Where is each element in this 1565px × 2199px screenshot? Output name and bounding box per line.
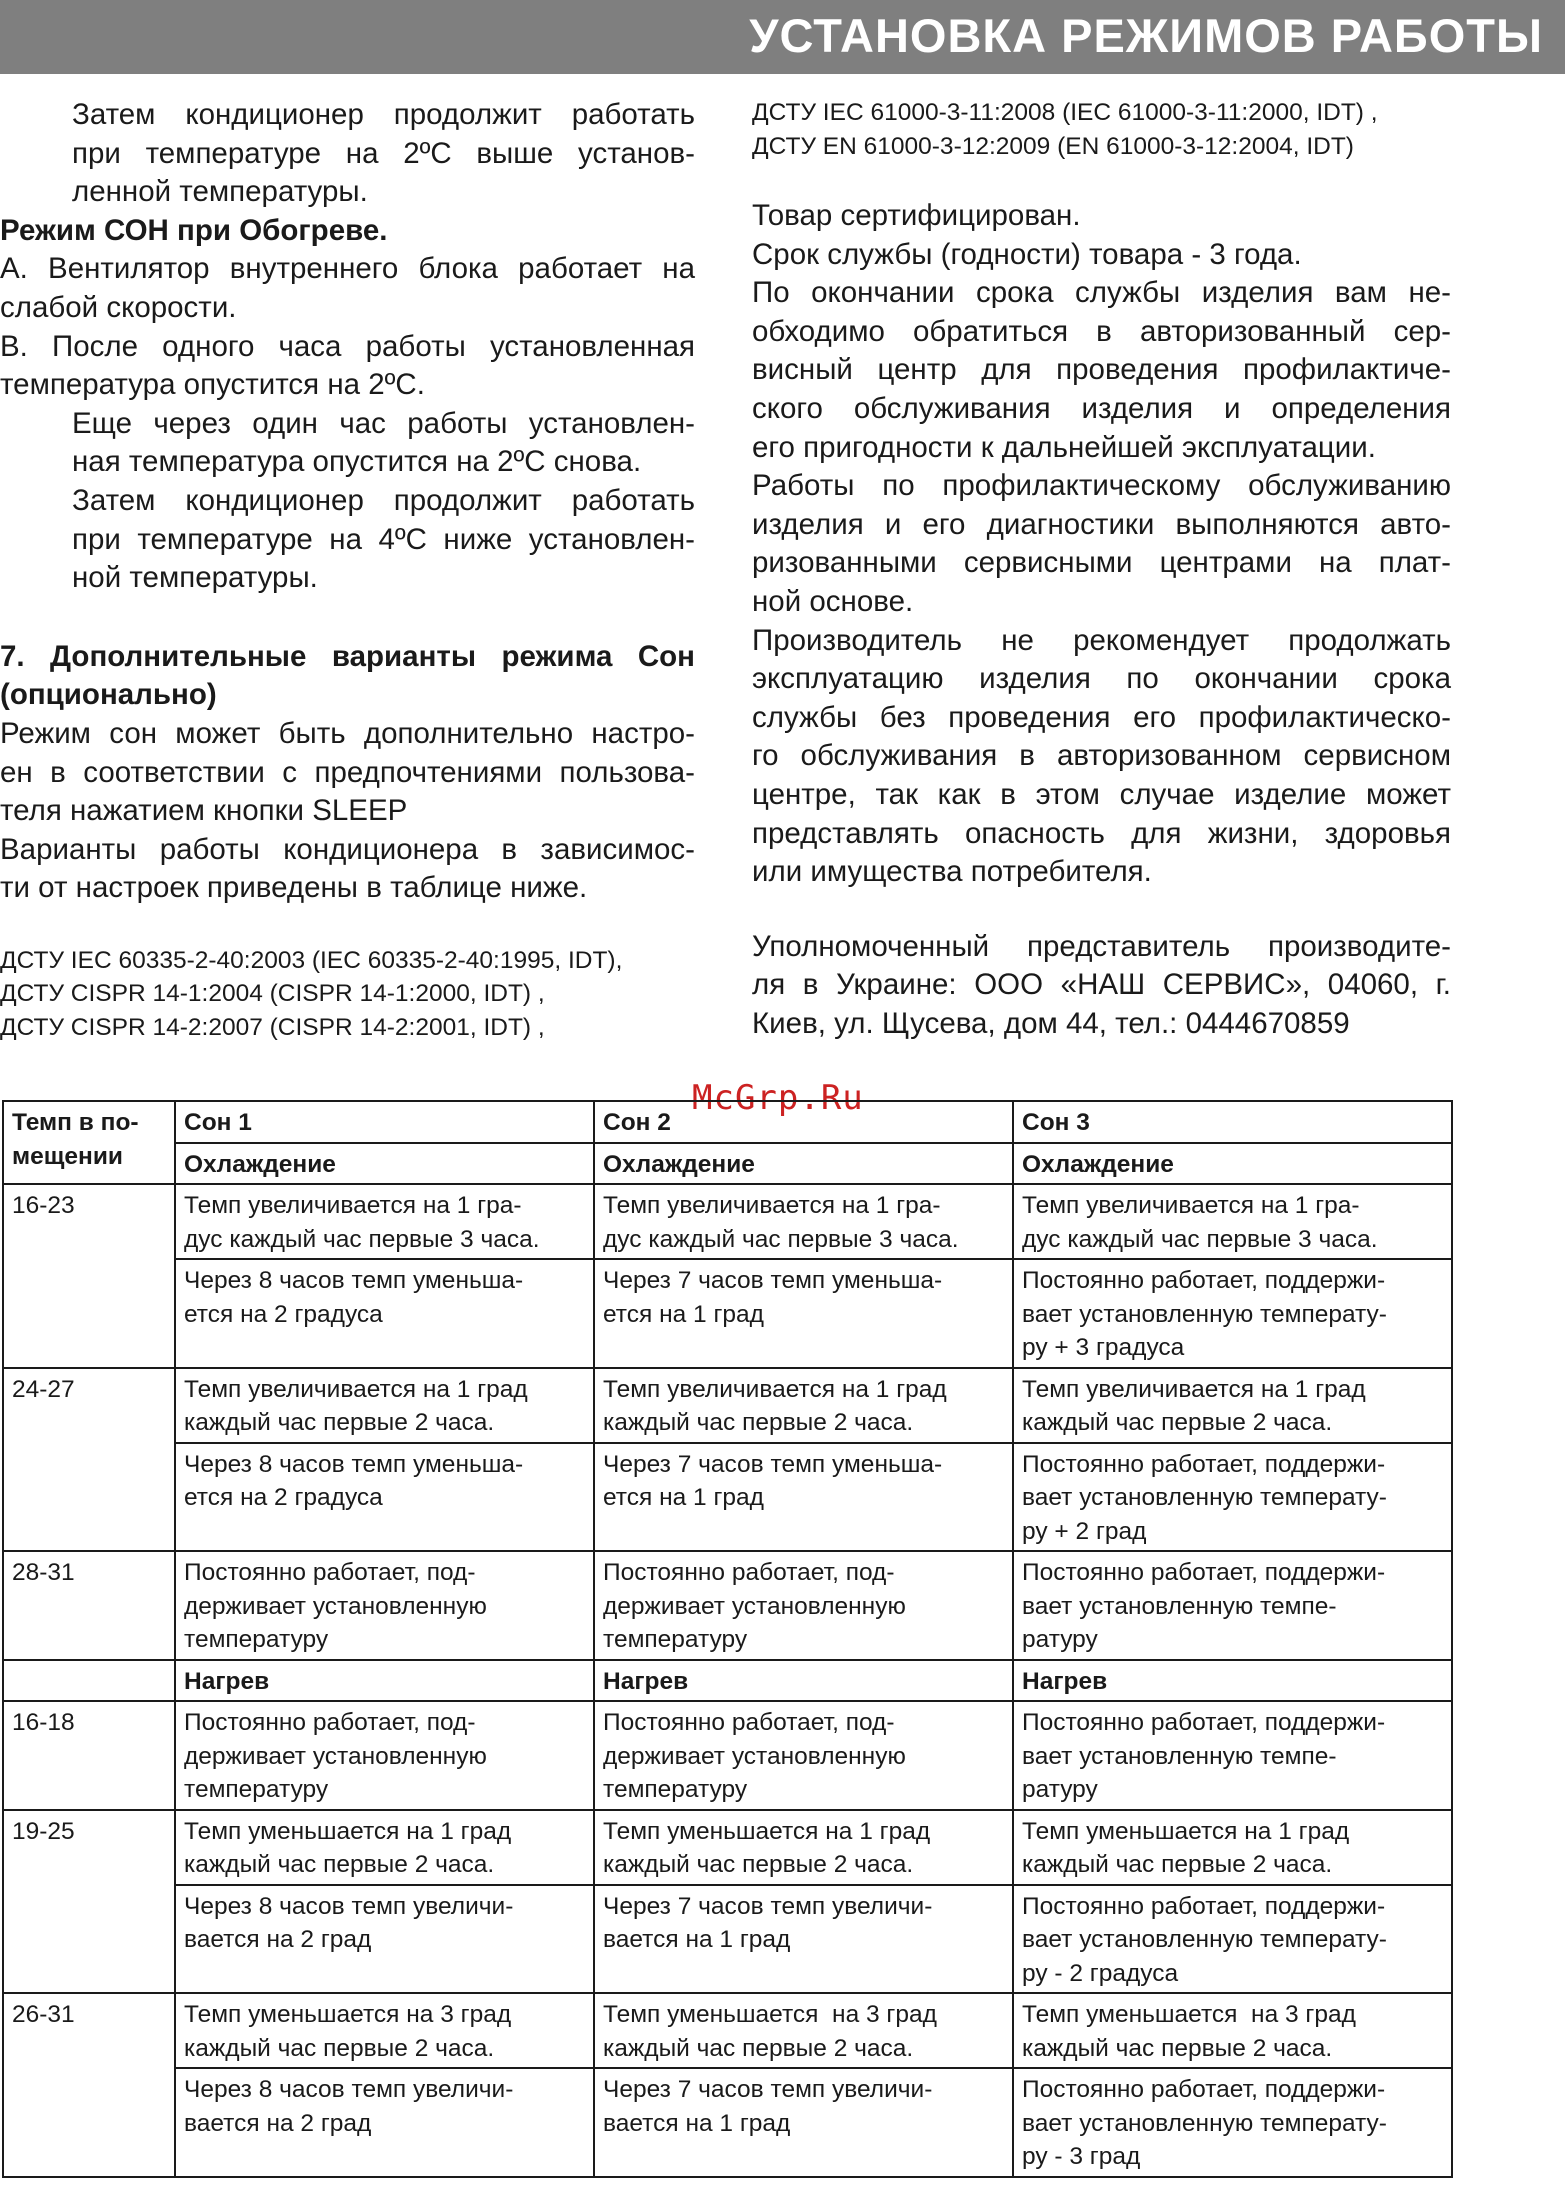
text-line: ной температуры.: [72, 561, 318, 595]
cell-text: Сон 3: [1022, 1109, 1090, 1136]
cell-text: Нагрев: [184, 1667, 270, 1695]
cell-text: Темп увеличивается на 1 град каждый час первые 2 часа.: [1022, 1375, 1366, 1436]
cell-text: Постоянно работает, поддержи- вает установленную температу- ру - 2 градуса: [1022, 1892, 1387, 1987]
cell-text: Темп увеличивается на 1 град каждый час первые 2 часа.: [603, 1375, 947, 1436]
table-cell: [175, 1443, 594, 1552]
cell-text: 19-25: [12, 1817, 75, 1845]
heating-label-cell: [594, 1660, 1013, 1702]
text-line: Работы по профилактическому обслуживанию: [752, 469, 1451, 503]
table-cell: [1013, 1701, 1452, 1810]
table-row: [3, 1184, 1452, 1259]
spacer: [0, 908, 695, 944]
cell-text: Темп увеличивается на 1 гра- дус каждый час первые 3 часа.: [184, 1192, 540, 1253]
text-line: при температуре на 2ºС выше установ-: [72, 136, 695, 170]
table-cell: [1013, 1184, 1452, 1259]
cell-text: 16-18: [12, 1709, 75, 1736]
text-line: Производитель не рекомендует продолжать: [752, 623, 1451, 657]
cell-text: Темп уменьшается на 1 град каждый час первые 2 часа.: [603, 1817, 931, 1878]
table-cell: [594, 1810, 1013, 1885]
cell-text: Темп увеличивается на 1 град каждый час первые 2 часа.: [184, 1375, 528, 1436]
table-body: [3, 1101, 1452, 2177]
table-cell: [594, 1368, 1013, 1443]
page-title: УСТАНОВКА РЕЖИМОВ РАБОТЫ: [749, 9, 1543, 62]
cell-text: Через 8 часов темп увеличи- вается на 2 град: [184, 1892, 514, 1953]
cell-text: Постоянно работает, поддержи- вает установленную темпе- ратуру: [1022, 1709, 1386, 1803]
cell-text: Охлаждение: [603, 1150, 755, 1178]
spacer: [752, 163, 1451, 197]
text-line: изделия и его диагностики выполняются авто-: [752, 507, 1451, 541]
service-life-text: Срок службы (годности) товара - 3 года.: [752, 237, 1302, 271]
text-line: ля в Украине: ООО «НАШ СЕРВИС», 04060, г.: [752, 968, 1451, 1002]
text-line: ен в соответствии с предпочтениями пользова-: [0, 755, 695, 789]
cell-text: Темп уменьшается на 3 град каждый час первые 2 часа.: [1022, 2001, 1356, 2062]
header-son3-cell: [1013, 1101, 1452, 1143]
temp-range-cell: [3, 1368, 175, 1552]
text-line: Уполномоченный представитель производите-: [752, 929, 1451, 963]
table-cell: [1013, 1551, 1452, 1660]
text-line: (опционально): [0, 678, 217, 712]
sleep-modes-table: [2, 1100, 1453, 2178]
table-row: [3, 1259, 1452, 1368]
table-cell: [594, 1993, 1013, 2068]
spacer: [0, 598, 695, 638]
text-line: ского обслуживания изделия и определения: [752, 391, 1451, 425]
service-paragraph-1: [752, 274, 1451, 467]
cell-text: Темп уменьшается на 3 град каждый час первые 2 часа.: [184, 2001, 512, 2062]
paragraph-d: [0, 482, 695, 598]
text-line: Затем кондиционер продолжит работать: [72, 98, 695, 131]
table-cell: [175, 1551, 594, 1660]
header-son2-cell: [594, 1101, 1013, 1143]
table-cell: [1013, 2068, 1452, 2177]
table-cell: [594, 1259, 1013, 1368]
cell-text: 16-23: [12, 1192, 75, 1219]
text-line: го обслуживания в авторизованном сервисном: [752, 739, 1451, 773]
cell-text: Постоянно работает, поддержи- вает установленную температу- ру + 2 град: [1022, 1450, 1387, 1545]
cell-text: Нагрев: [603, 1667, 689, 1695]
standards-list-right: [752, 96, 1451, 163]
table-subheader-row: [3, 1143, 1452, 1185]
empty-cell: [3, 1660, 175, 1702]
cooling-label-cell: [175, 1143, 594, 1185]
cell-text: Через 7 часов темп уменьша- ется на 1 град: [603, 1267, 943, 1328]
table-row: [3, 1443, 1452, 1552]
table-cell: [175, 1993, 594, 2068]
cell-text: Темп уменьшается на 1 град каждый час первые 2 часа.: [1022, 1817, 1350, 1878]
table-cell: [594, 1443, 1013, 1552]
text-line: ДСТУ IEC 60335-2-40:2003 (IEC 60335-2-40:1995, IDT),: [0, 946, 623, 974]
text-line: представлять опасность для жизни, здоровья: [752, 816, 1451, 850]
cell-text: Сон 1: [184, 1109, 252, 1136]
table-cell: [175, 1885, 594, 1994]
table-header-row: [3, 1101, 1452, 1143]
standards-list-left: [0, 944, 695, 1045]
table-row: [3, 1993, 1452, 2068]
paragraph-b: [0, 328, 695, 405]
text-line: висный центр для проведения профилактиче-: [752, 353, 1451, 387]
cell-text: 28-31: [12, 1559, 75, 1586]
text-line: ризованными сервисными центрами на плат-: [752, 546, 1451, 580]
paragraph-continuation: [0, 96, 695, 212]
table-cell: [175, 1259, 594, 1368]
cell-text: 26-31: [12, 2001, 75, 2028]
cell-text: Постоянно работает, под- держивает установленную температуру: [603, 1709, 906, 1803]
cell-text: Постоянно работает, поддержи- вает установленную температу- ру + 3 градуса: [1022, 1267, 1387, 1361]
section-7-heading: [0, 638, 695, 715]
cell-text: Постоянно работает, под- держивает установленную температуру: [184, 1559, 487, 1653]
table-cell: [175, 1810, 594, 1885]
representative-text: [752, 928, 1451, 1044]
header-band: [0, 0, 1565, 74]
header-son1-cell: [175, 1101, 594, 1143]
text-line: ной основе.: [752, 584, 914, 618]
watermark: McGrp.Ru: [692, 1078, 864, 1118]
cell-text: Через 7 часов темп уменьша- ется на 1 град: [603, 1450, 943, 1511]
table-cell: [1013, 1259, 1452, 1368]
text-line: Варианты работы кондиционера в зависимос-: [0, 832, 695, 866]
heating-label-cell: [1013, 1660, 1452, 1702]
cooling-label-cell: [1013, 1143, 1452, 1185]
cell-text: Постоянно работает, поддержи- вает установленную темпе- ратуру: [1022, 1559, 1386, 1653]
table-cell: [175, 1701, 594, 1810]
temp-range-cell: [3, 1184, 175, 1368]
cell-text: Постоянно работает, под- держивает установленную температуру: [603, 1559, 906, 1653]
service-paragraph-2: [752, 467, 1451, 621]
text-line: Затем кондиционер продолжит работать: [72, 483, 695, 517]
text-line: слабой скорости.: [0, 290, 237, 324]
text-line: ная температура опустится на 2ºС снова.: [72, 445, 642, 479]
table-cell: [175, 1368, 594, 1443]
table-row: [3, 1368, 1452, 1443]
cell-text: Охлаждение: [1022, 1150, 1174, 1178]
table-row: [3, 1551, 1452, 1660]
text-line: ти от настроек приведены в таблице ниже.: [0, 871, 588, 905]
table-cell: [1013, 1810, 1452, 1885]
text-line: 7. Дополнительные варианты режима Сон: [0, 639, 695, 673]
table-cell: [1013, 1993, 1452, 2068]
spacer: [752, 892, 1451, 928]
text-line: при температуре на 4ºС ниже установлен-: [72, 522, 695, 556]
certified-text: Товар сертифицирован.: [752, 199, 1081, 232]
text-line: или имущества потребителя.: [752, 855, 1152, 889]
text-line: По окончании срока службы изделия вам не-: [752, 276, 1451, 310]
paragraph-f: [0, 831, 695, 908]
text-line: ДСТУ CISPR 14-2:2007 (CISPR 14-2:2001, IDT) ,: [0, 1013, 545, 1041]
table-cell: [594, 1551, 1013, 1660]
table-row: [3, 2068, 1452, 2177]
text-line: Киев, ул. Щусева, дом 44, тел.: 0444670859: [752, 1006, 1350, 1040]
temp-range-cell: [3, 1701, 175, 1810]
text-line: эксплуатацию изделия по окончании срока: [752, 662, 1451, 696]
left-column: [0, 96, 695, 1044]
text-line: Режим сон может быть дополнительно настро-: [0, 716, 695, 750]
cell-text: 24-27: [12, 1375, 75, 1403]
right-column: [752, 96, 1451, 1043]
text-line: В. После одного часа работы установленная: [0, 329, 695, 363]
table-cell: [175, 1184, 594, 1259]
text-line: ленной температуры.: [72, 175, 368, 209]
service-paragraph-3: [752, 622, 1451, 892]
cell-text: Через 8 часов темп уменьша- ется на 2 градуса: [184, 1450, 524, 1511]
cell-text: Через 7 часов темп увеличи- вается на 1 град: [603, 2076, 933, 2137]
table-cell: [1013, 1443, 1452, 1552]
cell-text: Темп увеличивается на 1 гра- дус каждый час первые 3 часа.: [1022, 1192, 1378, 1253]
table-row: [3, 1885, 1452, 1994]
heating-sleep-heading: Режим СОН при Обогреве.: [0, 213, 388, 247]
table-cell: [594, 2068, 1013, 2177]
text-line: обходимо обратиться в авторизованный сер-: [752, 314, 1451, 348]
text-line: А. Вентилятор внутреннего блока работает на: [0, 252, 695, 286]
header-temp-cell: [3, 1101, 175, 1184]
table-cell: [594, 1184, 1013, 1259]
cell-text: Охлаждение: [184, 1150, 336, 1178]
cell-text: Темп уменьшается на 3 град каждый час первые 2 часа.: [603, 2001, 937, 2062]
text-line: температура опустится на 2ºС.: [0, 368, 425, 402]
text-line: ДСТУ CISPR 14-1:2004 (CISPR 14-1:2000, IDT) ,: [0, 980, 545, 1008]
paragraph-e: [0, 715, 695, 831]
cell-text: Постоянно работает, под- держивает установленную температуру: [184, 1709, 487, 1803]
table-cell: [594, 1701, 1013, 1810]
cell-text: Через 7 часов темп увеличи- вается на 1 град: [603, 1892, 933, 1953]
text-line: центре, так как в этом случае изделие может: [752, 777, 1451, 811]
text-line: Еще через один час работы установлен-: [72, 406, 695, 440]
table-subheader-row: [3, 1660, 1452, 1702]
text-line: ДСТУ EN 61000-3-12:2009 (EN 61000-3-12:2004, IDT): [752, 132, 1354, 160]
text-line: ДСТУ IEC 61000-3-11:2008 (IEC 61000-3-11:2000, IDT) ,: [752, 99, 1378, 126]
table-cell: [1013, 1368, 1452, 1443]
cooling-label-cell: [594, 1143, 1013, 1185]
cell-text: Темп уменьшается на 1 град каждый час первые 2 часа.: [184, 1817, 512, 1878]
cell-text: Темп в по- мещении: [12, 1109, 139, 1170]
table-cell: [1013, 1885, 1452, 1994]
temp-range-cell: [3, 1551, 175, 1660]
cell-text: Постоянно работает, поддержи- вает установленную температу- ру - 3 град: [1022, 2076, 1387, 2170]
text-line: службы без проведения его профилактическо-: [752, 700, 1451, 734]
cell-text: Сон 2: [603, 1109, 671, 1136]
cell-text: Нагрев: [1022, 1667, 1108, 1695]
heating-label-cell: [175, 1660, 594, 1702]
table-row: [3, 1810, 1452, 1885]
cell-text: Через 8 часов темп уменьша- ется на 2 градуса: [184, 1267, 524, 1328]
text-line: его пригодности к дальнейшей эксплуатации.: [752, 430, 1376, 464]
temp-range-cell: [3, 1810, 175, 1994]
temp-range-cell: [3, 1993, 175, 2177]
table-row: [3, 1701, 1452, 1810]
table-cell: [594, 1885, 1013, 1994]
text-line: теля нажатием кнопки SLEEP: [0, 794, 408, 828]
table-cell: [175, 2068, 594, 2177]
paragraph-c: [0, 405, 695, 482]
paragraph-a: [0, 250, 695, 327]
cell-text: Темп увеличивается на 1 гра- дус каждый час первые 3 часа.: [603, 1192, 959, 1253]
cell-text: Через 8 часов темп увеличи- вается на 2 град: [184, 2076, 514, 2137]
